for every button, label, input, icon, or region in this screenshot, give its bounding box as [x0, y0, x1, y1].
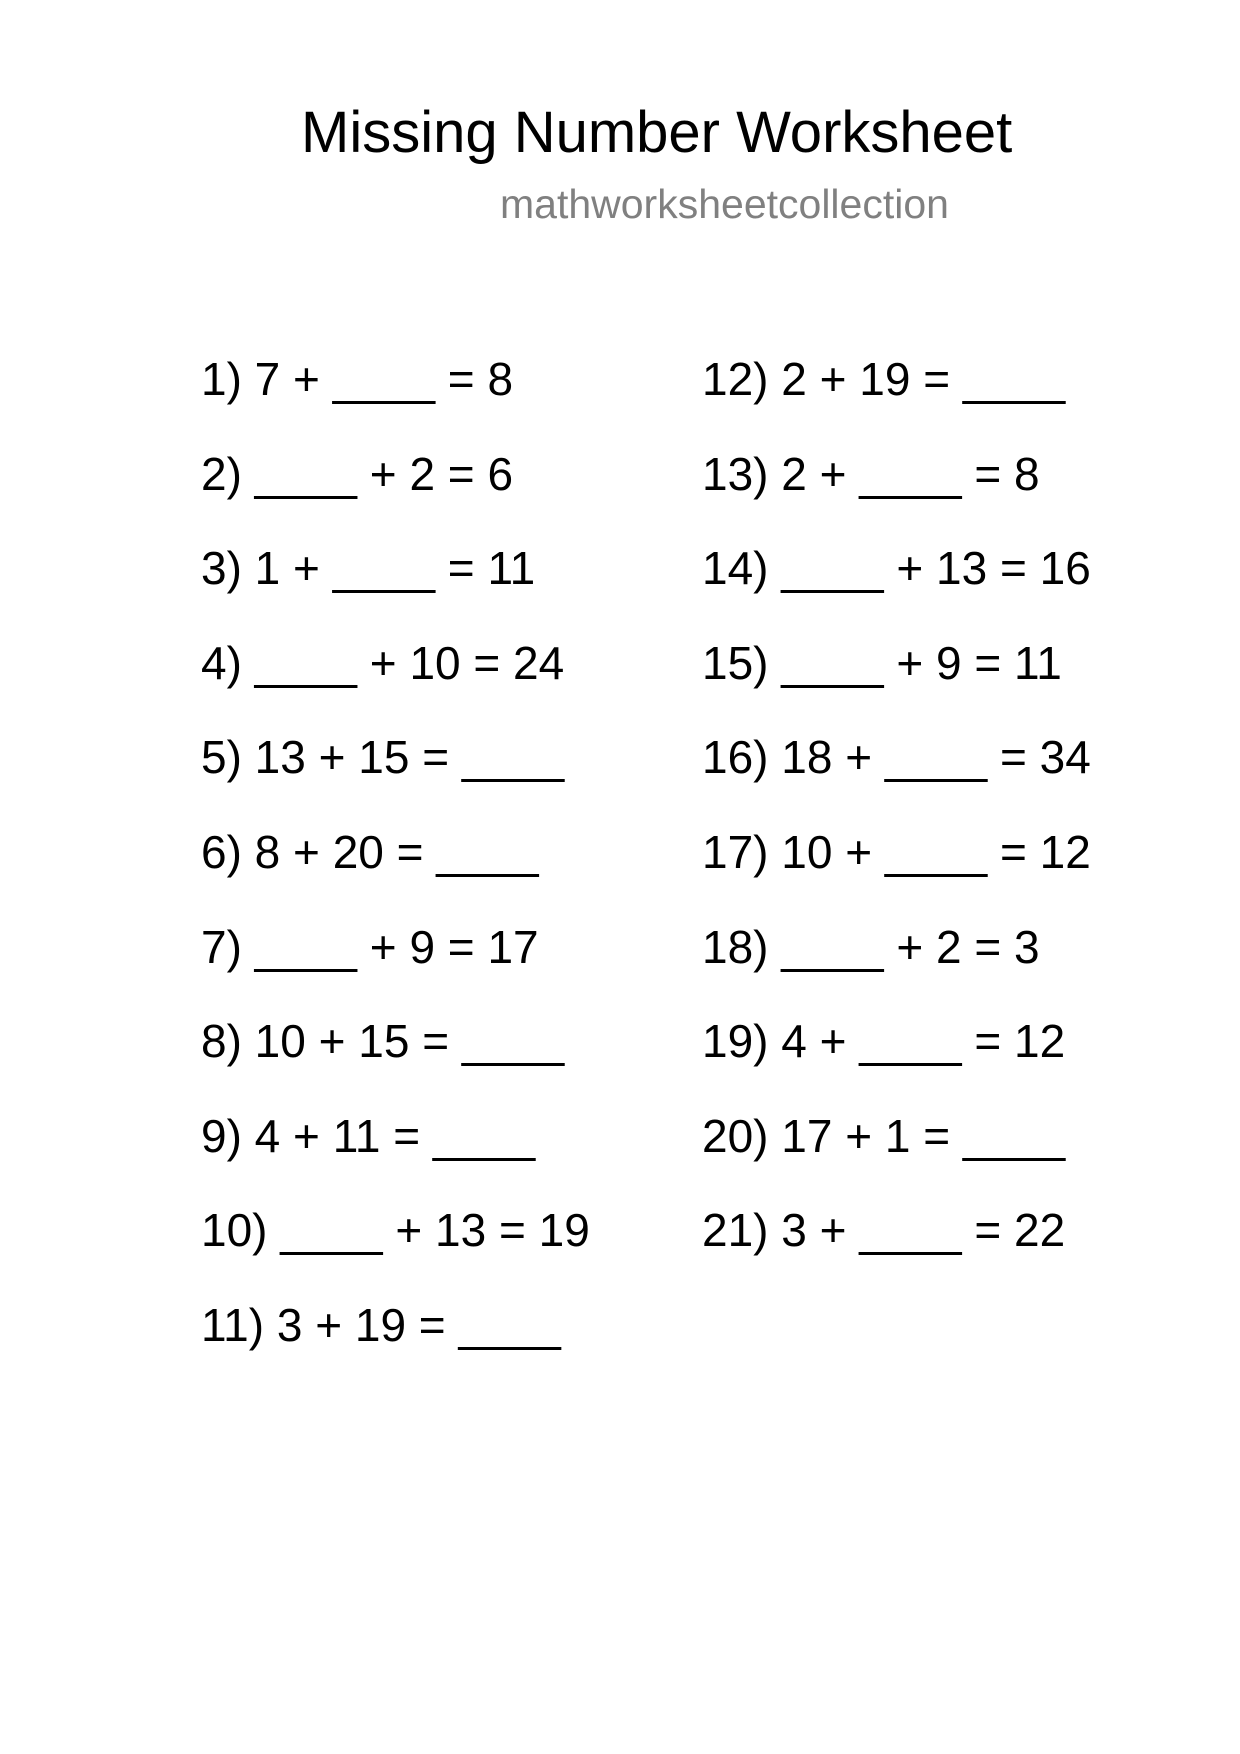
problem-item: 20) 17 + 1 = ____	[702, 1110, 1066, 1162]
problem-item: 15) ____ + 9 = 11	[702, 637, 1062, 689]
problem-item: 14) ____ + 13 = 16	[702, 542, 1091, 594]
problem-item: 9) 4 + 11 = ____	[201, 1110, 536, 1162]
problem-item: 10) ____ + 13 = 19	[201, 1204, 590, 1256]
problem-item: 4) ____ + 10 = 24	[201, 637, 565, 689]
problem-item: 3) 1 + ____ = 11	[201, 542, 536, 594]
problem-item: 7) ____ + 9 = 17	[201, 921, 539, 973]
problem-item: 5) 13 + 15 = ____	[201, 731, 565, 783]
problem-item: 17) 10 + ____ = 12	[702, 826, 1091, 878]
problem-item: 19) 4 + ____ = 12	[702, 1015, 1066, 1067]
problem-item: 11) 3 + 19 = ____	[201, 1299, 561, 1351]
problem-item: 8) 10 + 15 = ____	[201, 1015, 565, 1067]
problem-item: 6) 8 + 20 = ____	[201, 826, 539, 878]
problem-item: 21) 3 + ____ = 22	[702, 1204, 1066, 1256]
problem-item: 18) ____ + 2 = 3	[702, 921, 1040, 973]
problem-item: 2) ____ + 2 = 6	[201, 448, 514, 500]
problem-item: 12) 2 + 19 = ____	[702, 353, 1066, 405]
problem-item: 1) 7 + ____ = 8	[201, 353, 514, 405]
problem-item: 13) 2 + ____ = 8	[702, 448, 1040, 500]
page-subtitle: mathworksheetcollection	[500, 181, 949, 227]
page-title: Missing Number Worksheet	[301, 100, 1013, 165]
problem-item: 16) 18 + ____ = 34	[702, 731, 1091, 783]
